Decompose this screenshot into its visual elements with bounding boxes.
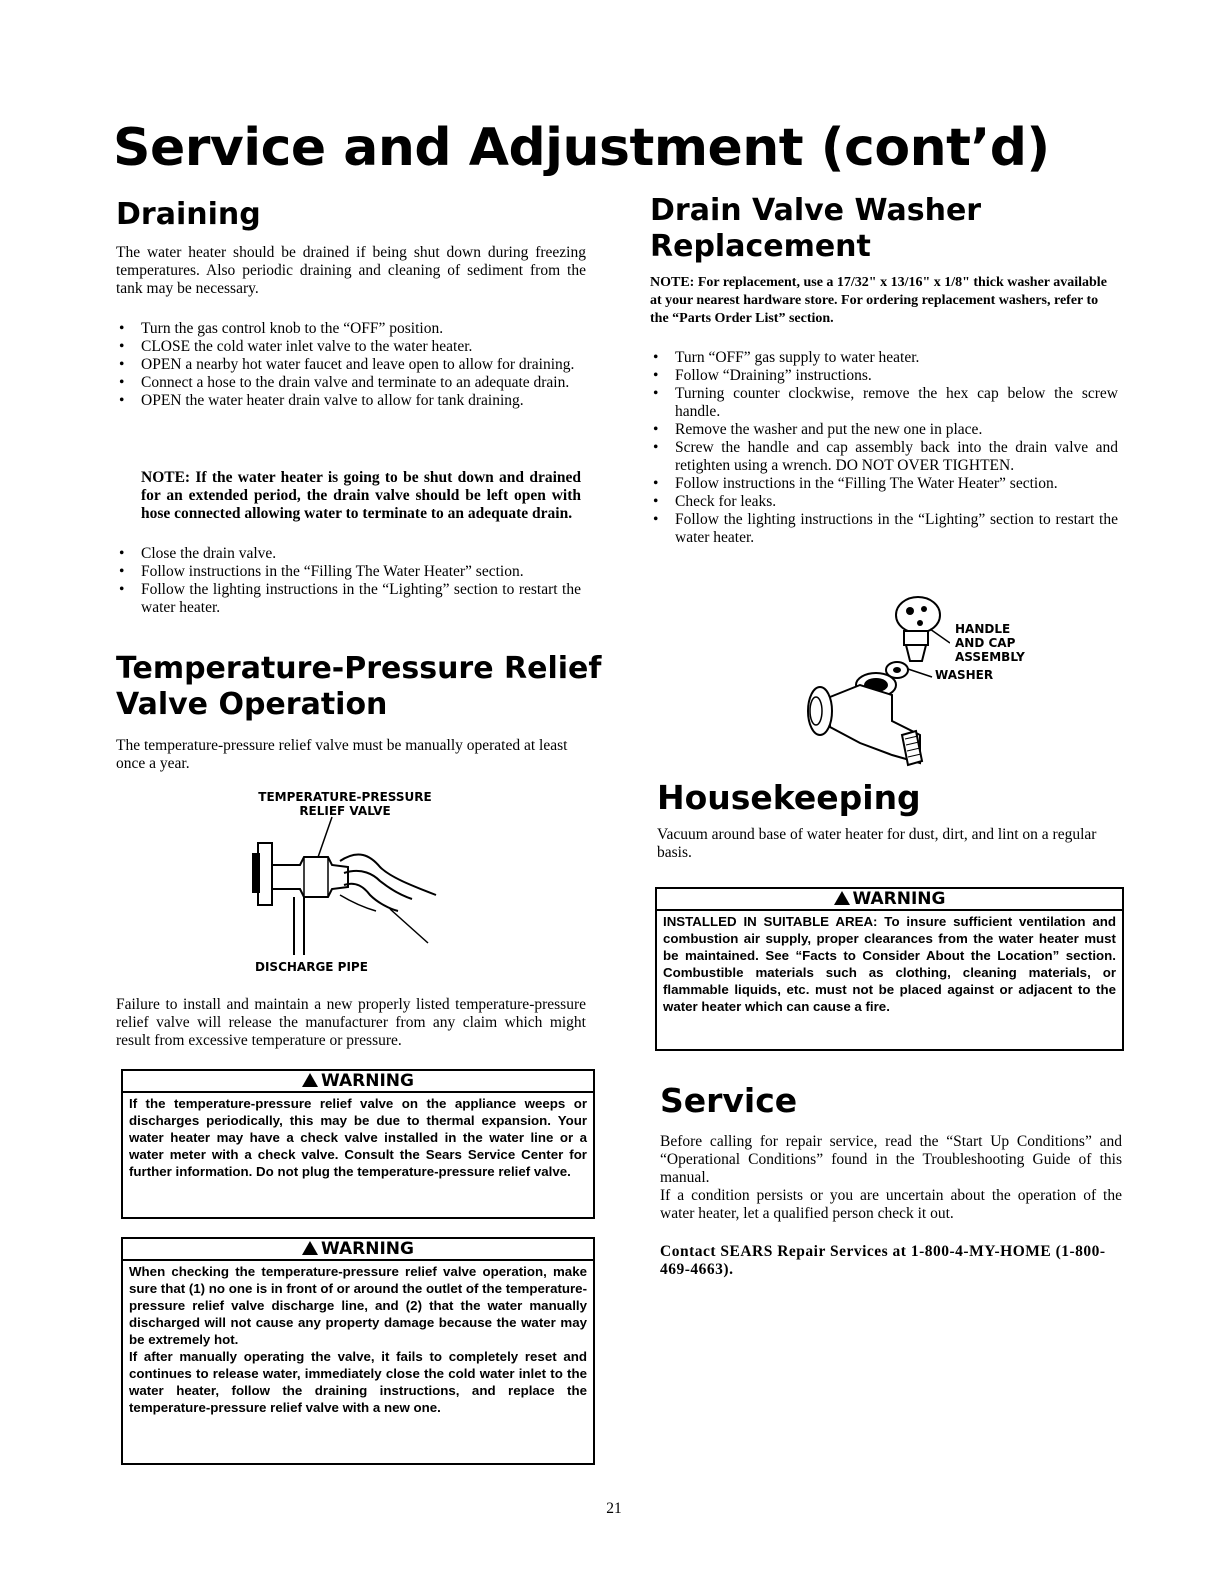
washer-steps xyxy=(650,349,1118,547)
tpr-intro: The temperature-pressure relief valve must be manually operated at least once a year. xyxy=(116,737,568,772)
tpr-valve-illustration xyxy=(240,815,440,960)
warning-box-location xyxy=(655,887,1124,1051)
warning-triangle-icon xyxy=(302,1073,318,1087)
list-item: • Screw the handle and cap assembly back into the drain valve and retighten using a wrench. DO NOT OVER TIGHTEN. xyxy=(653,439,1118,474)
list-item: • Check for leaks. xyxy=(653,493,777,510)
list-item: • Follow “Draining” instructions. xyxy=(653,367,872,384)
list-item: • Close the drain valve. xyxy=(119,545,277,562)
draining-steps-2 xyxy=(116,545,581,617)
list-item: • Follow the lighting instructions in the “Lighting” section to restart the water heater. xyxy=(653,511,1118,546)
warning-box-tpr-operation xyxy=(121,1237,595,1465)
warning-text: INSTALLED IN SUITABLE AREA: To insure sufficient ventilation and combustion air supply, proper clearances from the water heater must be maintained. See “Facts to Consider About the Location” section. Combustible materials such as clothing, cleaning materials, or flammable liquids, etc. must not be placed against or adjacent to the water heater which can cause a fire. xyxy=(663,914,1116,1014)
service-heading: Service xyxy=(660,1081,798,1120)
warning-header: WARNING xyxy=(123,1071,593,1093)
draining-heading: Draining xyxy=(116,197,261,232)
service-text: Before calling for repair service, read the “Start Up Conditions” and “Operational Conditions” found in the Troubleshooting Guide of this manual. If a condition persists or you are uncertain about the operation of the water heater, let a qualified person check it out. xyxy=(660,1133,1122,1222)
tpr-valve-label: TEMPERATURE-PRESSURE RELIEF VALVE xyxy=(258,790,432,818)
washer-label: WASHER xyxy=(935,668,994,682)
warning-triangle-icon xyxy=(834,891,850,905)
discharge-pipe-label: DISCHARGE PIPE xyxy=(255,960,368,974)
housekeeping-heading: Housekeeping xyxy=(657,778,921,817)
drain-valve-illustration xyxy=(790,585,950,775)
list-item: • Connect a hose to the drain valve and terminate to an adequate drain. xyxy=(119,374,570,391)
service-contact: Contact SEARS Repair Services at 1-800-4-MY-HOME (1-800-469-4663). xyxy=(660,1243,1106,1278)
draining-intro: The water heater should be drained if being shut down during freezing temperatures. Also periodic draining and cleaning of sediment from the tank may be necessary. xyxy=(116,244,586,297)
page-number: 21 xyxy=(606,1500,622,1517)
list-item: • Remove the washer and put the new one in place. xyxy=(653,421,983,438)
list-item: • Turning counter clockwise, remove the hex cap below the screw handle. xyxy=(653,385,1118,420)
warning-text: If the temperature-pressure relief valve on the appliance weeps or discharges periodically, this may be due to thermal expansion. Your water heater may have a check valve installed in the water line or a water meter with a check valve. Consult the Sears Service Center for further information. Do not plug the temperature-pressure relief valve. xyxy=(129,1096,587,1179)
handle-cap-label: HANDLE AND CAP ASSEMBLY xyxy=(955,622,1025,664)
draining-note: NOTE: If the water heater is going to be shut down and drained for an extended period, the drain valve should be left open with hose connected allowing water to terminate to an adequate drain. xyxy=(141,469,581,522)
list-item: • OPEN the water heater drain valve to allow for tank draining. xyxy=(119,392,524,409)
warning-text: When checking the temperature-pressure relief valve operation, make sure that (1) no one is in front of or around the outlet of the temperature-pressure relief valve discharge line, and (2) that the water manually discharged will not cause any property damage because the water may be extremely hot. If after manually operating the valve, it fails to completely reset and continues to release water, immediately close the cold water inlet to the water heater, follow the draining instructions, and replace the temperature-pressure relief valve with a new one. xyxy=(129,1264,588,1415)
draining-steps xyxy=(116,320,581,410)
list-item: • Follow the lighting instructions in the “Lighting” section to restart the water heater. xyxy=(119,581,581,616)
housekeeping-text: Vacuum around base of water heater for dust, dirt, and lint on a regular basis. xyxy=(657,826,1097,861)
warning-header: WARNING xyxy=(657,889,1122,911)
list-item: • OPEN a nearby hot water faucet and leave open to allow for draining. xyxy=(119,356,575,373)
list-item: • Turn “OFF” gas supply to water heater. xyxy=(653,349,920,366)
list-item: • Follow instructions in the “Filling The Water Heater” section. xyxy=(119,563,524,580)
tpr-heading: Temperature-Pressure Relief Valve Operation xyxy=(116,651,602,722)
washer-heading: Drain Valve Washer Replacement xyxy=(650,193,982,264)
warning-box-tpr xyxy=(121,1069,595,1219)
list-item: • Turn the gas control knob to the “OFF” position. xyxy=(119,320,444,337)
warning-header: WARNING xyxy=(123,1239,593,1261)
tpr-failure-text: Failure to install and maintain a new properly listed temperature-pressure relief valve will release the manufacturer from any claim which might result from excessive temperature or pressure. xyxy=(116,996,586,1049)
list-item: • CLOSE the cold water inlet valve to the water heater. xyxy=(119,338,473,355)
list-item: • Follow instructions in the “Filling The Water Heater” section. xyxy=(653,475,1058,492)
warning-triangle-icon xyxy=(302,1241,318,1255)
page-title: Service and Adjustment (cont’d) xyxy=(113,118,1050,178)
washer-note: NOTE: For replacement, use a 17/32" x 13/16" x 1/8" thick washer available at your nearest hardware store. For ordering replacement washers, refer to the “Parts Order List” section. xyxy=(650,275,1107,326)
